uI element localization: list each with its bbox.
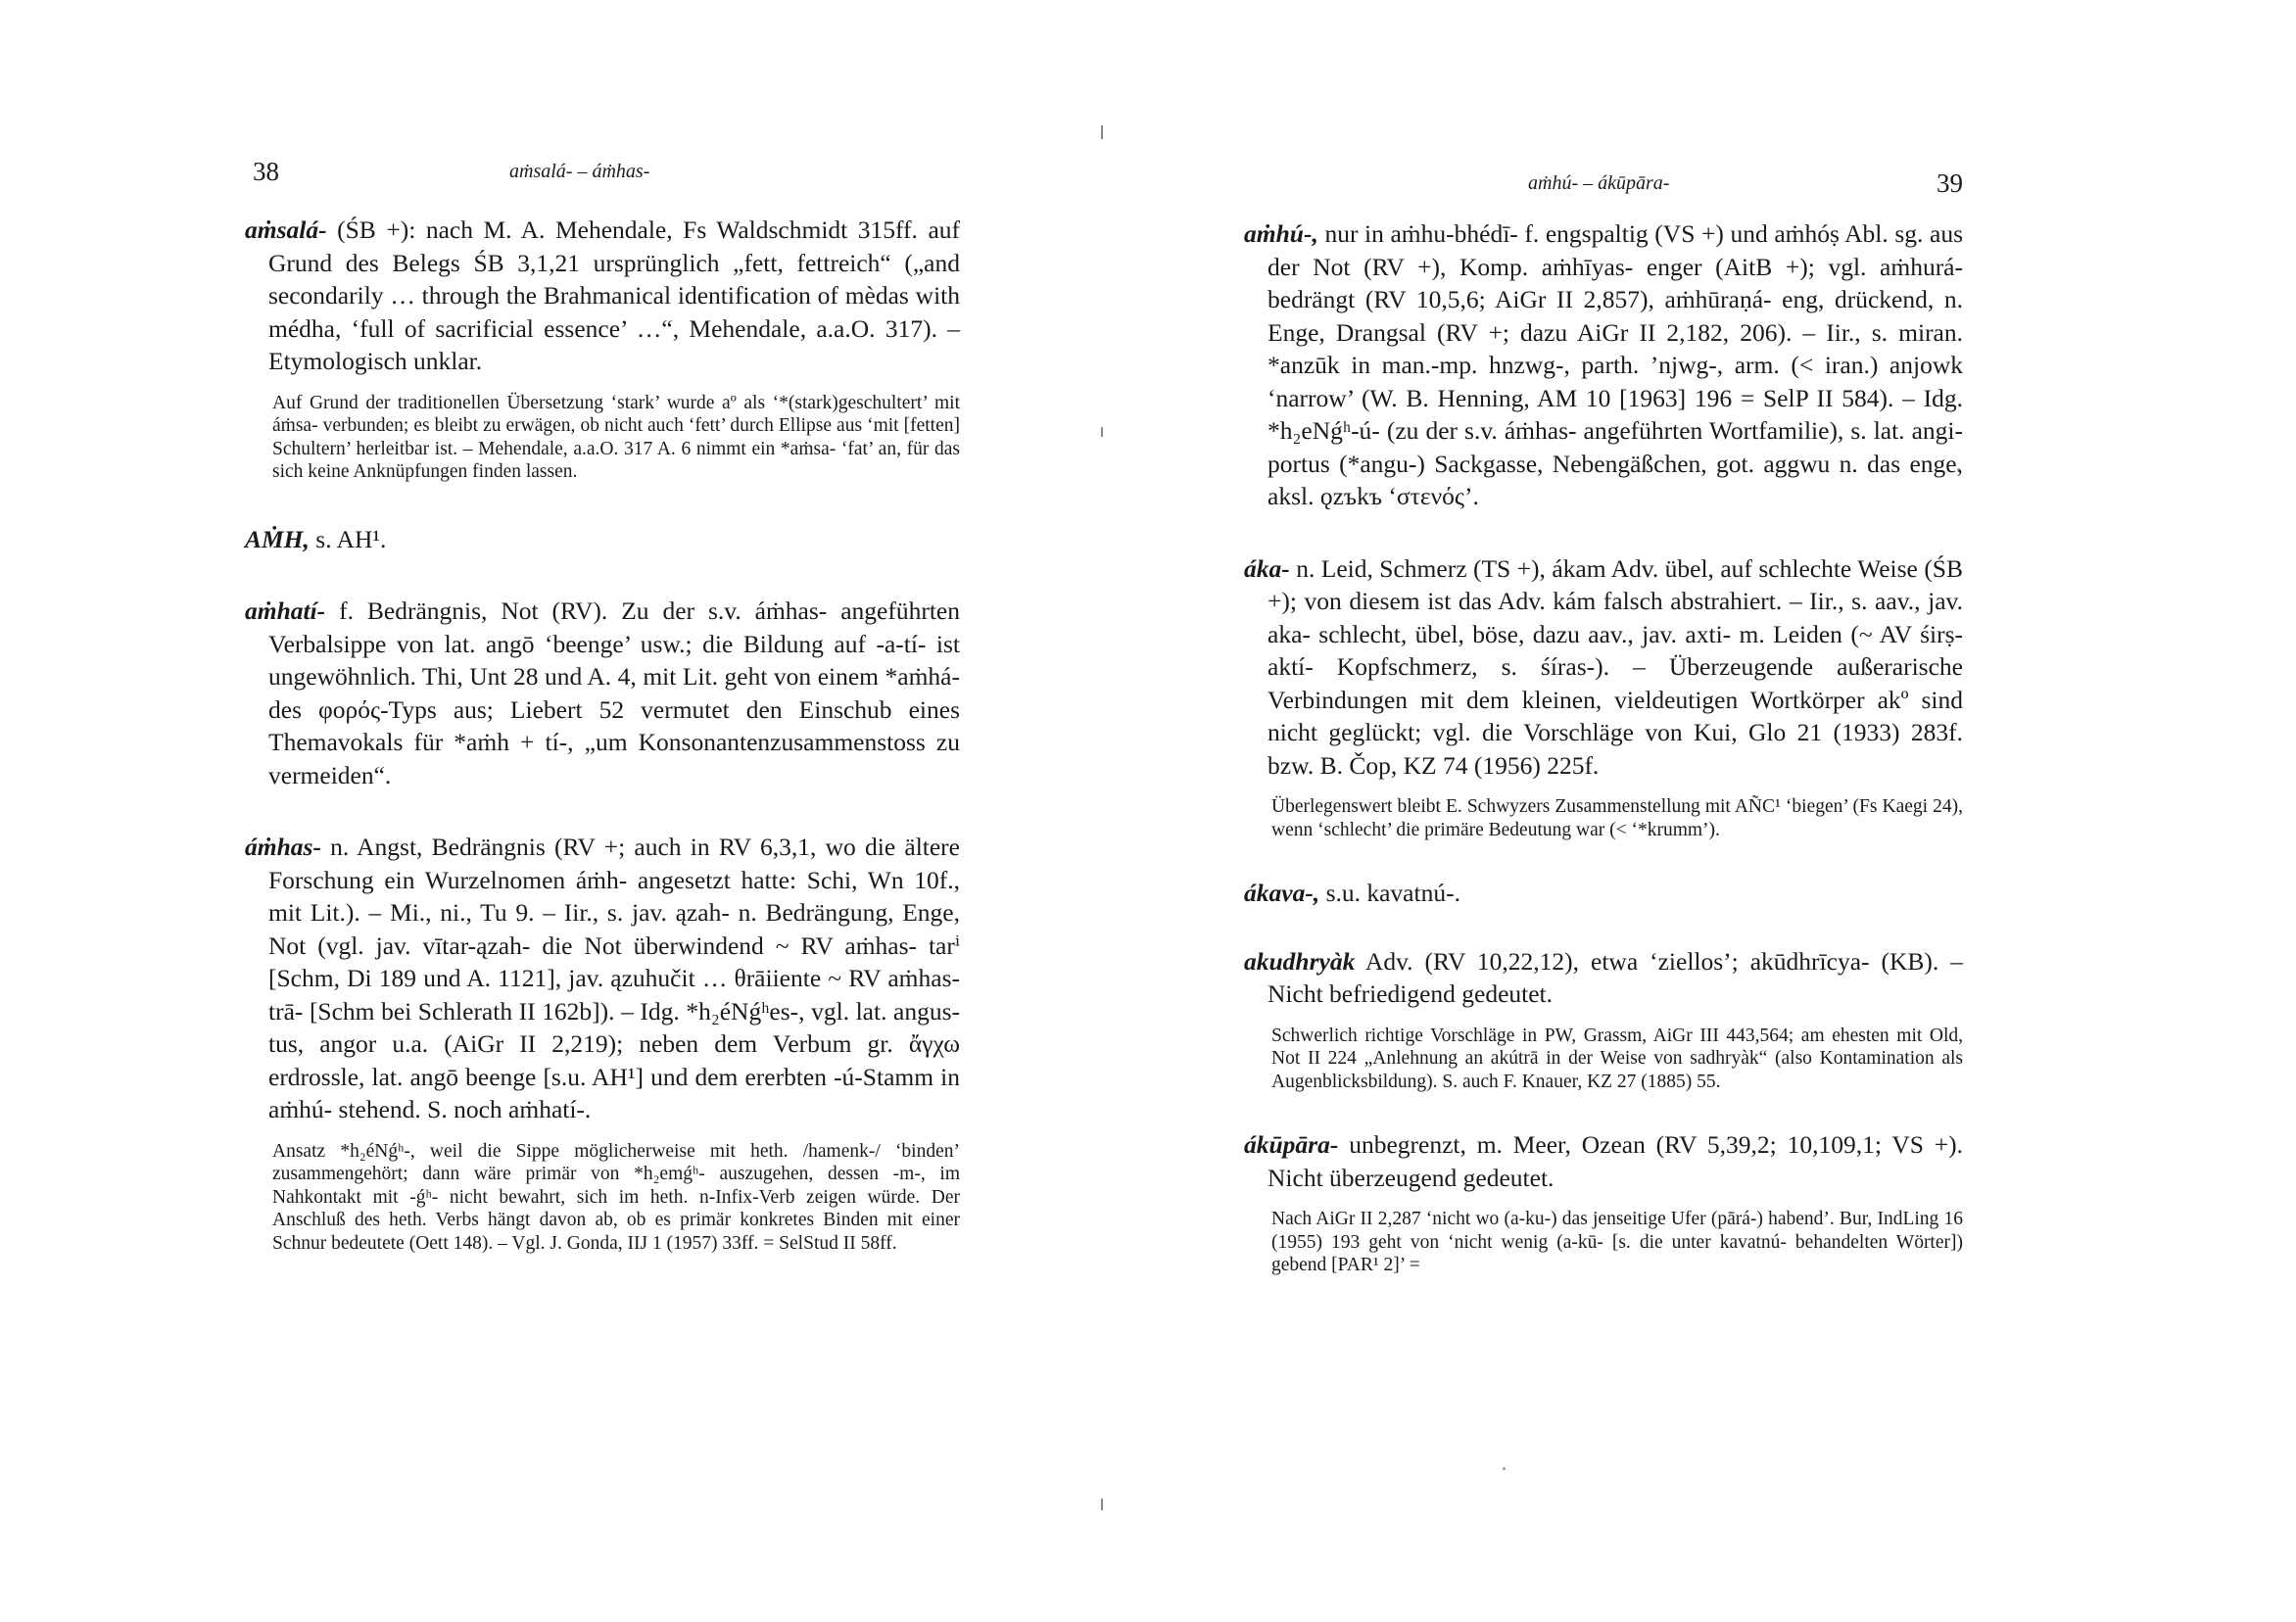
dictionary-entry (1244, 552, 1963, 783)
entry-headword: AṀH, (245, 524, 310, 553)
entry-note: Ansatz *h₂éNǵʰ-, weil die Sippe möglicherweise mit heth. /hamenk-/ ‘binden’ zusammengehört; dann wäre primär von *h₂emǵʰ- auszugehen, dessen -m-, im Nahkontakt mit -ǵʰ- nicht bewahrt, sich im heth. n-Infix-Verb zeigen würde. Der Anschluß des heth. Verbs hängt davon ab, ob es primär konkretes Binden mit einer Schnur bedeutete (Oett 148). – Vgl. J. Gonda, IIJ 1 (1957) 33ff. = SelStud II 58ff. (272, 1140, 960, 1254)
dictionary-entry (245, 831, 960, 1126)
entry-note: Auf Grund der traditionellen Übersetzung ‘stark’ wurde aº als ‘*(stark)geschultert’ mit áṁsa- verbunden; es bleibt zu erwägen, ob nicht auch ‘fett’ durch Ellipse aus ‘mit [fetten] Schultern’ herleitbar ist. – Mehendale, a.a.O. 317 A. 6 nimmt ein *aṁsa- ‘fat’ an, für das sich keine Anknüpfungen finden lassen. (272, 392, 960, 482)
entry-text: n. Leid, Schmerz (TS +), ákam Adv. übel, auf schlechte Weise (ŚB +); von diesem ist das Adv. kám falsch abstrahiert. – Iir., s. aav., jav. aka- schlecht, übel, böse, dazu aav., jav. axti- m. Leiden (~ AV śirṣ-aktí- Kopfschmerz, s. śíras-). – Überzeugende außerarische Verbindungen mit dem kleinen, vieldeutigen Wortkörper akº sind nicht geglückt; vgl. die Vorschläge von Kui, Glo 21 (1933) 283f. bzw. B. Čop, KZ 74 (1956) 225f. (1268, 553, 1963, 780)
dictionary-entry (1244, 877, 1963, 910)
entry-note: Schwerlich richtige Vorschläge in PW, Grassm, AiGr III 443,564; am ehesten mit Old, Not II 224 „Anlehnung an akútrā in der Weise von sadhryàk“ (also Kontamination als Augenblicksbildung). S. auch F. Knauer, KZ 27 (1885) 55. (1271, 1025, 1963, 1092)
page-number: 39 (1937, 168, 1963, 198)
running-head: aṁsalá- – áṁhas- (509, 161, 650, 182)
dictionary-entry (245, 214, 960, 378)
entry-text: Adv. (RV 10,22,12), etwa ‘ziellos’; akūdhrīcya- (KB). – Nicht befriedigend gedeutet. (1268, 946, 1963, 1008)
book-gutter-mark (1101, 125, 1103, 139)
entry-text: nur in aṁhu-bhédī- f. engspaltig (VS +) und aṁhóṣ Abl. sg. aus der Not (RV +), Komp. aṁhīyas- enger (AitB +); vgl. aṁhurá- bedrängt (RV 10,5,6; AiGr II 2,857), aṁhūraṇá- eng, drückend, n. Enge, Drangsal (RV +; dazu AiGr II 2,182, 206). – Iir., s. miran. *anzūk in man.-mp. hnzwg-, parth. ’njwg-, arm. (< iran.) anjowk ‘narrow’ (W. B. Henning, AM 10 [1963] 196 = SelP II 584). – Idg. *h₂eNǵʰ-ú- (zu der s.v. áṁhas- angeführten Wortfamilie), s. lat. angi-portus (*angu-) Sackgasse, Nebengäßchen, got. aggwu n. das enge, aksl. ǫzъkъ ‘στενός’. (1268, 219, 1963, 510)
running-head: aṁhú- – ákūpāra- (1528, 172, 1670, 194)
entry-text: n. Angst, Bedrängnis (RV +; auch in RV 6,3,1, wo die ältere Forschung ein Wurzelnomen áṁh- angesetzt hatte: Schi, Wn 10f., mit Lit.). – Mi., ni., Tu 9. – Iir., s. jav. ązah- n. Bedrängung, Enge, Not (vgl. jav. vītar-ązah- die Not überwindend ~ RV aṁhas- tarⁱ [Schm, Di 189 und A. 1121], jav. ązuhučit … θrāiiente ~ RV aṁhas- trā- [Schm bei Schlerath II 162b]). – Idg. *h₂éNǵʰes-, vgl. lat. angus-tus, angor u.a. (AiGr II 2,219); neben dem Verbum gr. ἄγχω erdrossle, lat. angō beenge [s.u. AH¹] und dem ererbten -ú-Stamm in aṁhú- stehend. S. noch aṁhatí-. (268, 833, 960, 1123)
page-number: 38 (253, 157, 279, 186)
book-gutter-mark (1101, 427, 1103, 437)
entry-headword: aṁsalá- (245, 215, 327, 244)
dictionary-entry (1244, 217, 1963, 513)
dictionary-entry (1244, 945, 1963, 1011)
entry-headword: áṁhas- (245, 833, 321, 861)
left-page-header (245, 157, 960, 196)
left-page (245, 0, 960, 1622)
entry-headword: aṁhatí- (245, 596, 326, 625)
dictionary-entry (245, 595, 960, 791)
right-page-header (1244, 157, 1963, 196)
entry-text: unbegrenzt, m. Meer, Ozean (RV 5,39,2; 10,109,1; VS +). Nicht überzeugend gedeutet. (1268, 1130, 1963, 1192)
entry-headword: ákava-, (1244, 879, 1320, 907)
entry-text: (ŚB +): nach M. A. Mehendale, Fs Waldschmidt 315ff. auf Grund des Belegs ŚB 3,1,21 ursprünglich „fett, fettreich“ („and secondarily … through the Brahmanical identification of mèdas with médha, ‘full of sacrificial essence’ …“, Mehendale, a.a.O. 317). – Etymologisch unklar. (268, 215, 960, 375)
right-page (1244, 0, 1963, 1622)
entry-text: s. AH¹. (309, 524, 387, 553)
book-gutter-mark (1101, 1499, 1103, 1510)
entry-note: Überlegenswert bleibt E. Schwyzers Zusammenstellung mit AÑC¹ ‘biegen’ (Fs Kaegi 24), wenn ‘schlecht’ die primäre Bedeutung war (< ‘*krumm’). (1271, 796, 1963, 840)
right-page-content (1244, 217, 1963, 1277)
entry-note: Nach AiGr II 2,287 ‘nicht wo (a-ku-) das jenseitige Ufer (pārá-) habend’. Bur, IndLing 16 (1955) 193 geht von ‘nicht wenig (a-kū- [s. die unter kavatnú- behandelten Wörter]) gebend [PAR¹ 2]’ = (1271, 1209, 1963, 1275)
entry-headword: ákūpāra- (1244, 1130, 1339, 1159)
entry-headword: áka- (1244, 553, 1290, 583)
left-page-content (245, 214, 960, 1255)
entry-headword: akudhryàk (1244, 946, 1356, 976)
entry-text: f. Bedrängnis, Not (RV). Zu der s.v. áṁhas- angeführten Verbalsippe von lat. angō ‘beenge’ usw.; die Bildung auf -a-tí- ist ungewöhnlich. Thi, Unt 28 und A. 4, mit Lit. geht von einem *aṁhá- des φορός-Typs aus; Liebert 52 vermutet den Einschub eines Themavokals für *aṁh + tí-, „um Konsonantenzusammenstoss zu vermeiden“. (268, 596, 960, 789)
entry-text: s.u. kavatnú-. (1319, 879, 1460, 907)
dictionary-entry (245, 523, 960, 556)
entry-headword: aṁhú-, (1244, 219, 1318, 248)
dictionary-entry (1244, 1128, 1963, 1194)
